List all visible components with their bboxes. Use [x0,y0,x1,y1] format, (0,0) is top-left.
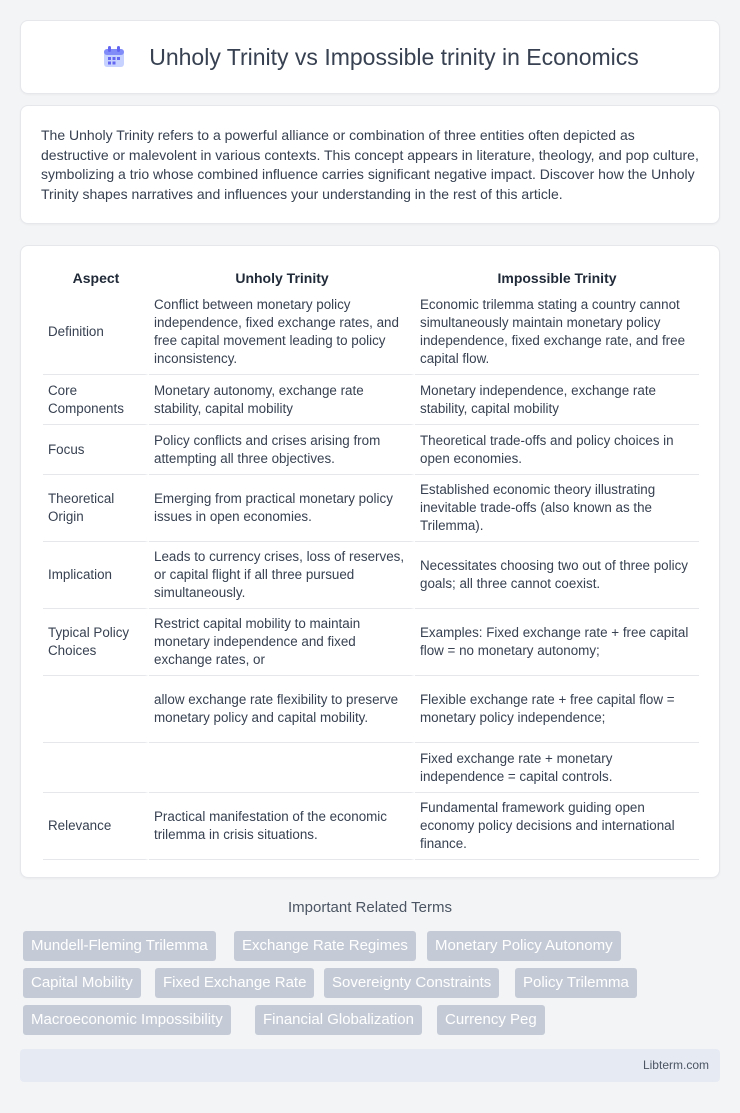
related-term-tag[interactable]: Currency Peg [437,1005,545,1035]
row-impossible: Flexible exchange rate + free capital flow = monetary policy independence; [415,676,699,743]
row-impossible: Economic trilemma stating a country cannot simultaneously maintain monetary policy independence, fixed exchange rate, and free capital flow. [415,290,699,375]
row-aspect: Focus [43,425,149,475]
table-row [43,375,699,425]
row-impossible: Fundamental framework guiding open economy policy decisions and international finance. [415,793,699,860]
footer [20,1049,720,1082]
row-impossible: Examples: Fixed exchange rate + free capital flow = no monetary autonomy; [415,609,699,676]
related-term-tag[interactable]: Policy Trilemma [515,968,637,998]
table-row [43,475,699,542]
row-impossible: Fixed exchange rate + monetary independence = capital controls. [415,743,699,793]
row-impossible: Established economic theory illustrating inevitable trade-offs (also known as the Trilemma). [415,475,699,542]
calendar-icon [101,44,127,70]
related-term-tag[interactable]: Macroeconomic Impossibility [23,1005,231,1035]
table-row [43,542,699,609]
table-row [43,676,699,743]
table-row [43,609,699,676]
row-unholy: Restrict capital mobility to maintain monetary independence and fixed exchange rates, or [149,609,415,676]
page-title: Unholy Trinity vs Impossible trinity in Economics [149,43,639,70]
row-unholy: Policy conflicts and crises arising from attempting all three objectives. [149,425,415,475]
header-impossible-trinity: Impossible Trinity [497,270,617,286]
row-impossible: Necessitates choosing two out of three policy goals; all three cannot coexist. [415,542,699,609]
row-impossible: Monetary independence, exchange rate stability, capital mobility [415,375,699,425]
row-aspect [43,676,149,743]
related-term-tag[interactable]: Mundell-Fleming Trilemma [23,931,216,961]
table-header-row [43,264,699,290]
table-row [43,793,699,860]
comparison-card [20,245,720,878]
intro-text: The Unholy Trinity refers to a powerful alliance or combination of three entities often depicted as destructive or malevolent in various contexts. This concept appears in literature, theology, and pop culture, symbolizing a trio whose combined influence carries significant negative impact. Discover how the Unholy Trinity shapes narratives and influences your understanding in the rest of this article. [41,127,699,202]
row-unholy: Conflict between monetary policy independence, fixed exchange rates, and free capital movement leading to policy inconsistency. [149,290,415,375]
header-card [20,20,720,94]
footer-site-link[interactable]: Libterm.com [642,1058,709,1072]
row-aspect [43,743,149,793]
row-unholy: allow exchange rate flexibility to preserve monetary policy and capital mobility. [149,676,415,743]
row-unholy [149,743,415,793]
related-terms-title: Important Related Terms [288,899,452,916]
table-row [43,743,699,793]
row-aspect: Typical Policy Choices [43,609,149,676]
related-term-tag[interactable]: Monetary Policy Autonomy [427,931,621,961]
related-term-tag[interactable]: Capital Mobility [23,968,141,998]
intro-card [20,105,720,224]
row-aspect: Implication [43,542,149,609]
row-impossible: Theoretical trade-offs and policy choices in open economies. [415,425,699,475]
related-term-tag[interactable]: Exchange Rate Regimes [234,931,416,961]
related-term-tag[interactable]: Sovereignty Constraints [324,968,499,998]
related-term-tag[interactable]: Fixed Exchange Rate [155,968,314,998]
row-aspect: Core Components [43,375,149,425]
row-unholy: Practical manifestation of the economic trilemma in crisis situations. [149,793,415,860]
header-unholy-trinity: Unholy Trinity [235,270,329,286]
comparison-table [43,264,699,860]
row-aspect: Relevance [43,793,149,860]
row-unholy: Monetary autonomy, exchange rate stability, capital mobility [149,375,415,425]
header-aspect: Aspect [72,270,120,286]
row-unholy: Emerging from practical monetary policy issues in open economies. [149,475,415,542]
table-row [43,425,699,475]
table-row [43,290,699,375]
row-aspect: Theoretical Origin [43,475,149,542]
row-unholy: Leads to currency crises, loss of reserves, or capital flight if all three pursued simultaneously. [149,542,415,609]
related-term-tag[interactable]: Financial Globalization [255,1005,422,1035]
row-aspect: Definition [43,290,149,375]
